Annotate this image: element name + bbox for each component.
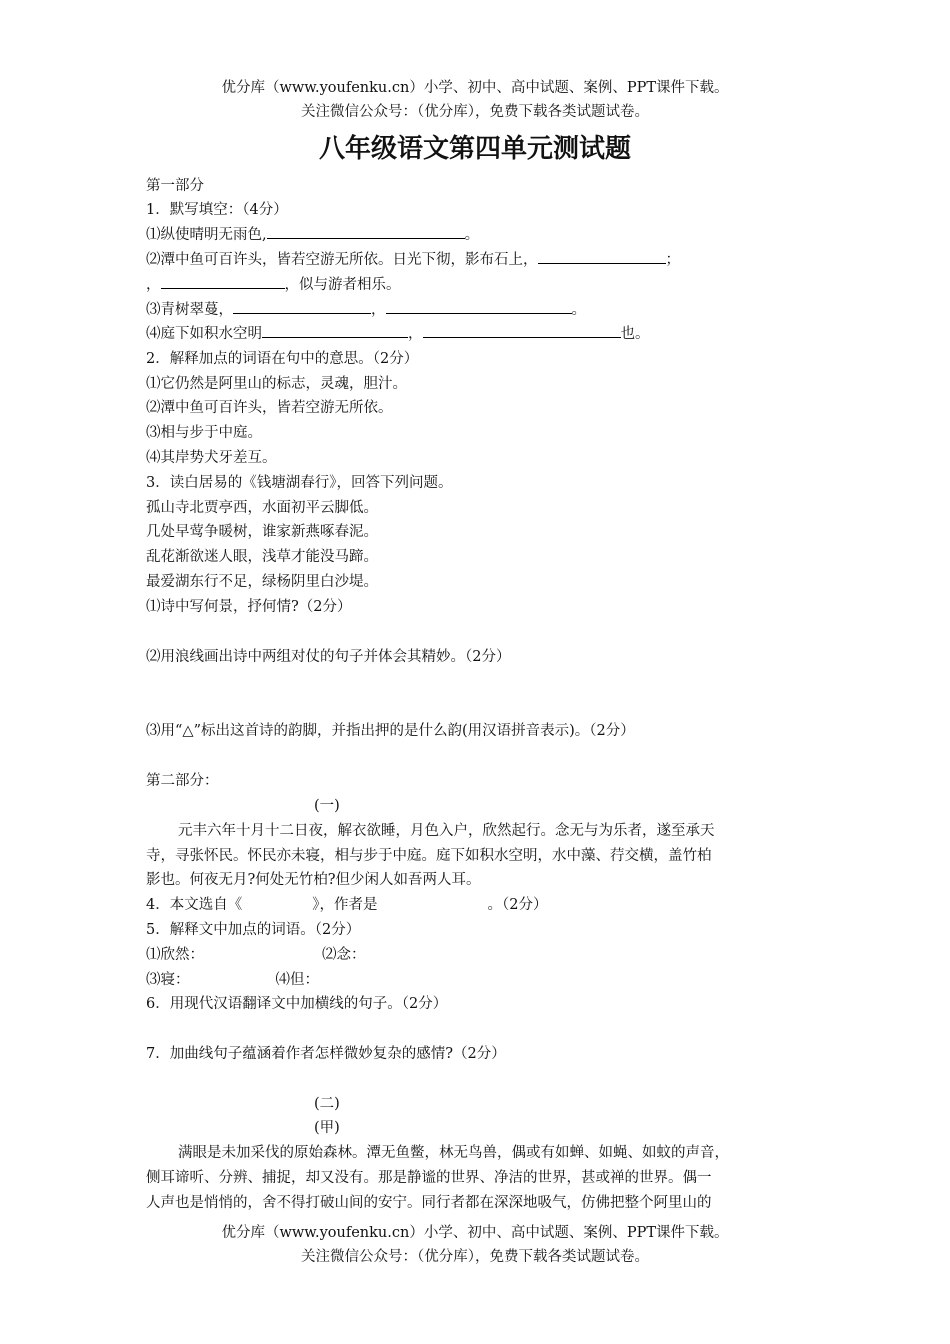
passage1-line-1: 元丰六年十月十二日夜，解衣欲睡，月色入户，欣然起行。念无与为乐者，遂至承天 xyxy=(178,823,715,839)
header-line-1: 优分库（www.youfenku.cn）小学、初中、高中试题、案例、PPT课件下载。 xyxy=(221,80,729,96)
q4: 4．本文选自《 》，作者是 。（2分） xyxy=(146,897,548,913)
q2-item-2: ⑵潭中鱼可百许头，皆若空游无所依。 xyxy=(146,400,393,416)
fill-blank[interactable] xyxy=(267,224,465,239)
footer-line-1: 优分库（www.youfenku.cn）小学、初中、高中试题、案例、PPT课件下载。 xyxy=(221,1225,729,1241)
q1-line-4: ⑷庭下如积水空明 ， 也。 xyxy=(146,322,650,343)
fill-blank[interactable] xyxy=(538,249,666,264)
fill-blank[interactable] xyxy=(386,299,572,314)
passage1-line-3: 影也。何夜无月?何处无竹柏?但少闲人如吾两人耳。 xyxy=(146,872,481,888)
q2-item-4: ⑷其岸势犬牙差互。 xyxy=(146,450,277,466)
footer-line-2: 关注微信公众号：（优分库），免费下载各类试题试卷。 xyxy=(301,1249,649,1265)
q1-line-1: ⑴纵使晴明无雨色, 。 xyxy=(146,223,479,244)
q5-row-1: ⑴欣然： ⑵念： xyxy=(146,947,366,963)
q1-line-2b: ， ，似与游者相乐。 xyxy=(146,273,401,294)
q1-line-3: ⑶青树翠蔓， ， 。 xyxy=(146,298,586,319)
q5-row-2: ⑶寝： ⑷但： xyxy=(146,972,319,988)
poem-line-4: 最爱湖东行不足，绿杨阴里白沙堤。 xyxy=(146,574,378,590)
q1-line-2: ⑵潭中鱼可百许头，皆若空游无所依。日光下彻，影布石上， ； xyxy=(146,248,680,269)
section-2-heading: (二) xyxy=(314,1096,340,1112)
q7: 7．加曲线句子蕴涵着作者怎样微妙复杂的感情?（2分） xyxy=(146,1046,506,1062)
section-1-heading: (一) xyxy=(314,798,340,814)
part1-label: 第一部分 xyxy=(146,178,204,194)
part2-label: 第二部分： xyxy=(146,773,219,789)
q2-stem: 2．解释加点的词语在句中的意思。（2分） xyxy=(146,351,419,367)
poem-line-3: 乱花渐欲迷人眼，浅草才能没马蹄。 xyxy=(146,549,378,565)
header-line-2: 关注微信公众号：（优分库），免费下载各类试题试卷。 xyxy=(301,104,649,120)
passage1-line-2: 寺，寻张怀民。怀民亦未寝，相与步于中庭。庭下如积水空明，水中藻、荇交横，盖竹柏 xyxy=(146,848,712,864)
q1-stem: 1．默写填空：（4分） xyxy=(146,202,288,218)
q3-sub-3: ⑶用“△”标出这首诗的韵脚，并指出押的是什么韵(用汉语拼音表示)。（2分） xyxy=(146,723,635,739)
poem-line-1: 孤山寺北贾亭西，水面初平云脚低。 xyxy=(146,500,378,516)
fill-blank[interactable] xyxy=(233,299,371,314)
q3-stem: 3．读白居易的《钱塘湖春行》，回答下列问题。 xyxy=(146,475,453,491)
q3-sub-1: ⑴诗中写何景，抒何情?（2分） xyxy=(146,599,352,615)
passage2-line-3: 人声也是悄悄的，舍不得打破山间的安宁。同行者都在深深地吸气，仿佛把整个阿里山的 xyxy=(146,1195,712,1211)
page-title: 八年级语文第四单元测试题 xyxy=(318,134,631,164)
passage2-line-1: 满眼是未加采伐的原始森林。潭无鱼鳖，林无鸟兽，偶或有如蝉、如蝇、如蚊的声音， xyxy=(178,1145,729,1161)
poem-line-2: 几处早莺争暖树，谁家新燕啄春泥。 xyxy=(146,524,378,540)
q2-item-1: ⑴它仍然是阿里山的标志，灵魂，胆汁。 xyxy=(146,376,407,392)
q3-sub-2: ⑵用浪线画出诗中两组对仗的句子并体会其精妙。（2分） xyxy=(146,649,511,665)
q2-item-3: ⑶相与步于中庭。 xyxy=(146,425,262,441)
fill-blank[interactable] xyxy=(423,323,621,338)
passage2-line-2: 侧耳谛听、分辨、捕捉，却又没有。那是静谧的世界、净洁的世界，甚或禅的世界。偶一 xyxy=(146,1170,712,1186)
section-2a-heading: (甲) xyxy=(314,1120,340,1136)
q6: 6．用现代汉语翻译文中加横线的句子。（2分） xyxy=(146,996,448,1012)
q5-stem: 5．解释文中加点的词语。（2分） xyxy=(146,922,361,938)
fill-blank[interactable] xyxy=(262,323,408,338)
fill-blank[interactable] xyxy=(161,274,285,289)
